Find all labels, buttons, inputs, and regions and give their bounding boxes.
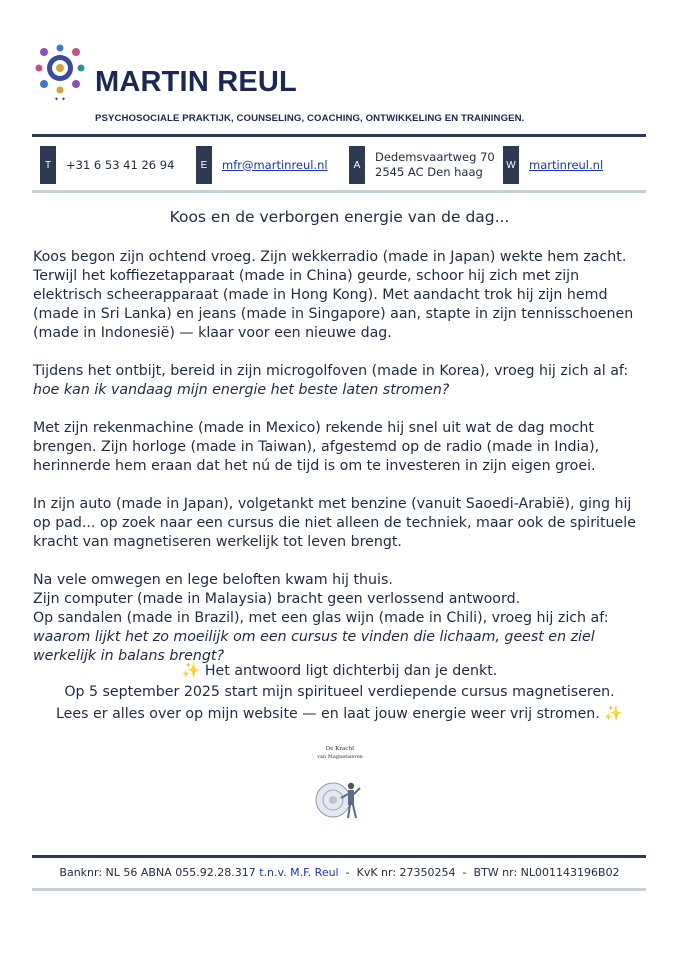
closing-line-1-text: Het antwoord ligt dichterbij dan je denkt. xyxy=(204,663,498,679)
kvk-number: KvK nr: 27350254 xyxy=(356,866,456,879)
footer-info xyxy=(0,866,679,879)
paragraph-5-text: Op sandalen (made in Brazil), met een glas wijn (made in Chili), vroeg hij zich af: xyxy=(33,610,609,626)
paragraph-5-question: waarom lijkt het zo moeilijk om een cursus te vinden die lichaam, geest en ziel werkelijk in balans brengt? xyxy=(33,629,595,664)
paragraph-1: Koos begon zijn ochtend vroeg. Zijn wekkerradio (made in Japan) wekte hem zacht. Terwijl het koffiezetapparaat (made in China) geurde, schoor hij zich met zijn elektrisch scheerapparaat (made in Hong Kong). Met aandacht trok hij zijn hemd (made in Sri Lanka) en jeans (made in Singapore) aan, stapte in zijn tennisschoenen (made in Indonesië) — klaar voor een nieuwe dag. xyxy=(33,249,634,341)
closing-line-3-text: Lees er alles over op mijn website — en laat jouw energie weer vrij stromen. xyxy=(55,706,600,722)
phone-tag: T xyxy=(40,146,56,184)
phone-number[interactable]: +31 6 53 41 26 94 xyxy=(66,157,175,172)
book-cover-image xyxy=(303,738,377,830)
closing-block xyxy=(0,660,679,725)
email-tag: E xyxy=(196,146,212,184)
address-block xyxy=(375,150,495,180)
paragraph-5-line-2: Zijn computer (made in Malaysia) bracht geen verlossend antwoord. xyxy=(33,591,521,607)
closing-line-2: Op 5 september 2025 start mijn spiritueel verdiepende cursus magnetiseren. xyxy=(64,684,615,700)
email-link[interactable]: mfr@martinreul.nl xyxy=(222,157,328,172)
address-tag: A xyxy=(349,146,365,184)
web-tag: W xyxy=(503,146,519,184)
address-line1: Dedemsvaartweg 70 xyxy=(375,150,495,164)
paragraph-4: In zijn auto (made in Japan), volgetankt met benzine (vanuit Saoedi-Arabië), ging hij op pad... op zoek naar een cursus die niet alleen de techniek, maar ook de spirituele kracht van magnetiseren werkelijk tot leven brengt. xyxy=(33,496,636,550)
article-body xyxy=(33,248,648,685)
sparkles-icon: ✨ xyxy=(181,661,201,679)
header-divider xyxy=(32,134,646,137)
btw-number: BTW nr: NL001143196B02 xyxy=(473,866,620,879)
footer-divider-top xyxy=(32,855,646,858)
sparkles-icon: ✨ xyxy=(604,704,624,722)
svg-text:✦ ✦: ✦ ✦ xyxy=(54,96,66,102)
website-link[interactable]: martinreul.nl xyxy=(529,157,604,172)
bank-number: Banknr: NL 56 ABNA 055.92.28.317 xyxy=(59,866,256,879)
footer-separator: - xyxy=(345,866,350,879)
account-holder: t.n.v. M.F. Reul xyxy=(259,866,339,879)
footer-separator: - xyxy=(462,866,467,879)
book-title-line1: De Kracht xyxy=(325,746,355,752)
paragraph-2-question: hoe kan ik vandaag mijn energie het beste laten stromen? xyxy=(33,382,450,398)
contact-email xyxy=(196,146,328,184)
address-line2: 2545 AC Den haag xyxy=(375,165,483,179)
paragraph-5-line-1: Na vele omwegen en lege beloften kwam hij thuis. xyxy=(33,572,393,588)
closing-line-3 xyxy=(0,703,679,725)
brand-name: MARTIN REUL xyxy=(95,66,297,98)
paragraph-5 xyxy=(33,571,648,666)
contact-address xyxy=(349,146,495,184)
paragraph-2 xyxy=(33,362,648,400)
tagline: PSYCHOSOCIALE PRAKTIJK, COUNSELING, COACHING, ONTWIKKELING EN TRAININGEN. xyxy=(95,113,525,124)
contact-divider xyxy=(32,190,646,193)
contact-web xyxy=(503,146,603,184)
article-title: Koos en de verborgen energie van de dag... xyxy=(169,208,510,226)
footer-divider-bottom xyxy=(32,888,646,891)
paragraph-2-text: Tijdens het ontbijt, bereid in zijn microgolfoven (made in Korea), vroeg hij zich al af: xyxy=(33,363,629,379)
book-title-line2: van Magnetiseren xyxy=(317,754,363,760)
zodiac-logo-icon xyxy=(32,40,88,102)
contact-phone xyxy=(40,146,174,184)
closing-line-1 xyxy=(0,660,679,682)
paragraph-3: Met zijn rekenmachine (made in Mexico) rekende hij snel uit wat de dag mocht brengen. Zijn horloge (made in Taiwan), afgestemd op de radio (made in India), herinnerde hem eraan dat het nú de tijd is om te investeren in zijn eigen groei. xyxy=(33,420,600,474)
